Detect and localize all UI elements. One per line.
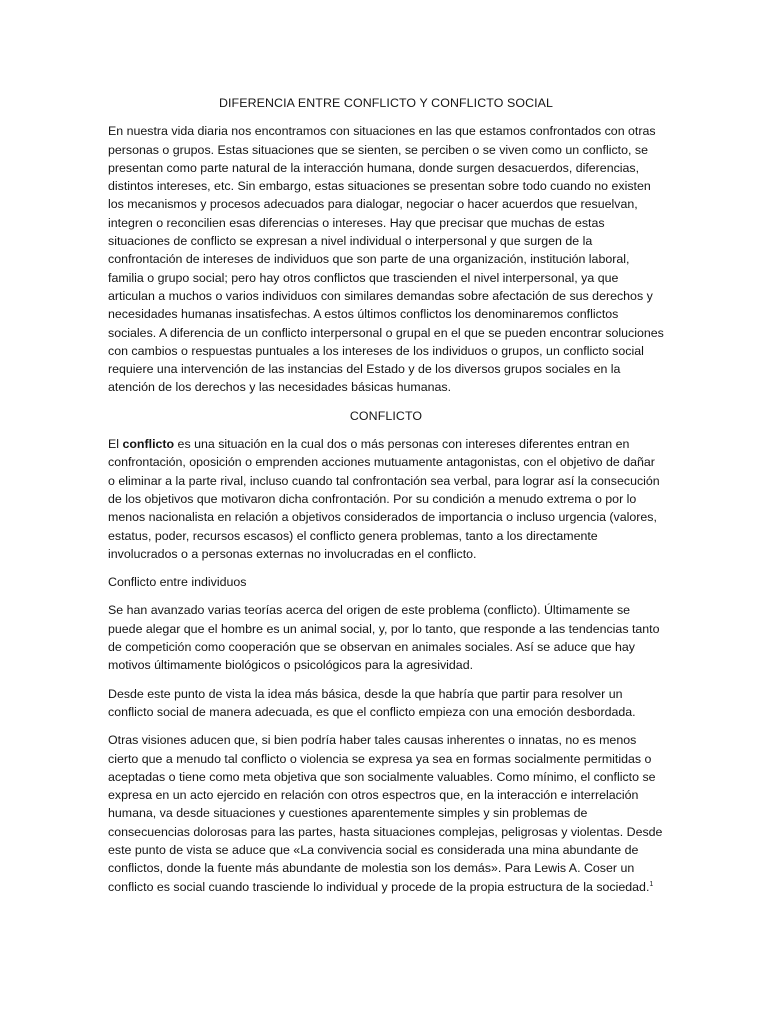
definition-prefix: El bbox=[108, 437, 123, 452]
paragraph-other-visions-text: Otras visiones aducen que, si bien podría haber tales causas inherentes o innatas, no es menos cierto que a menudo tal conflicto o violencia se expresa ya sea en formas socialmente permitidas o aceptadas o tiene como meta objetiva que son socialmente valuables. Como mínimo, el conflicto se expresa en un acto ejercido en relación con otros espectros que, en la interacción e interrelación humana, va desde situaciones y cuestiones aparentemente simples y sin problemas de consecuencias dolorosas para las partes, hasta situaciones complejas, peligrosas y violentas. Desde este punto de vista se aduce que «La convivencia social es considerada una mina abundante de conflictos, donde la fuente más abundante de molestia son los demás». Para Lewis A. Coser un conflicto es social cuando trasciende lo individual y procede de la propia estructura de la sociedad. bbox=[108, 733, 663, 894]
definition-text: es una situación en la cual dos o más personas con intereses diferentes entran en confrontación, oposición o emprenden acciones mutuamente antagonistas, con el objetivo de dañar o eliminar a la parte rival, incluso cuando tal confrontación sea verbal, para lograr así la consecución de los objetivos que motivaron dicha confrontación. Por su condición a menudo extrema o por lo menos nacionalista en relación a objetivos considerados de importancia o incluso urgencia (valores, estatus, poder, recursos escasos) el conflicto genera problemas, tanto a los directamente involucrados o a personas externas no involucradas en el conflicto. bbox=[108, 437, 660, 561]
document-page bbox=[108, 94, 664, 906]
definition-term: conflicto bbox=[122, 437, 175, 452]
paragraph-emotion: Desde este punto de vista la idea más básica, desde la que habría que partir para resolver un conflicto social de manera adecuada, es que el conflicto empieza con una emoción desbordada. bbox=[108, 686, 636, 719]
definition-paragraph bbox=[108, 435, 664, 563]
paragraph-origin-theories: Se han avanzado varias teorías acerca del origen de este problema (conflicto). Últimamente se puede alegar que el hombre es un animal social, y, por lo tanto, que responde a las tendencias tanto de competición como cooperación que se observan en animales sociales. Así se aduce que hay motivos últimamente biológicos o psicológicos para la agresividad. bbox=[108, 603, 660, 673]
document-title: DIFERENCIA ENTRE CONFLICTO Y CONFLICTO SOCIAL bbox=[218, 96, 554, 110]
paragraph-other-visions bbox=[108, 731, 664, 896]
subheading-conflicto-entre-individuos: Conflicto entre individuos bbox=[108, 575, 247, 590]
footnote-mark: 1 bbox=[649, 880, 654, 888]
section-heading-conflicto: CONFLICTO bbox=[349, 408, 423, 423]
intro-paragraph: En nuestra vida diaria nos encontramos con situaciones en las que estamos confrontados con otras personas o grupos. Estas situaciones que se sienten, se perciben o se viven como un conflicto, se presentan como parte natural de la interacción humana, donde surgen desacuerdos, diferencias, distintos intereses, etc. Sin embargo, estas situaciones se presentan sobre todo cuando no existen los mecanismos y procesos adecuados para dialogar, negociar o hacer acuerdos que resuelvan, integren o reconcilien esas diferencias o intereses. Hay que precisar que muchas de estas situaciones de conflicto se expresan a nivel individual o interpersonal y que surgen de la confrontación de intereses de individuos que son parte de una organización, institución laboral, familia o grupo social; pero hay otros conflictos que trascienden el nivel interpersonal, ya que articulan a muchos o varios individuos con similares demandas sobre afectación de sus derechos y necesidades humanas insatisfechas. A estos últimos conflictos los denominaremos conflictos sociales. A diferencia de un conflicto interpersonal o grupal en el que se pueden encontrar soluciones con cambios o respuestas puntuales a los intereses de los individuos o grupos, un conflicto social requiere una intervención de las instancias del Estado y de los diversos grupos sociales en la atención de los derechos y las necesidades básicas humanas. bbox=[108, 124, 664, 395]
